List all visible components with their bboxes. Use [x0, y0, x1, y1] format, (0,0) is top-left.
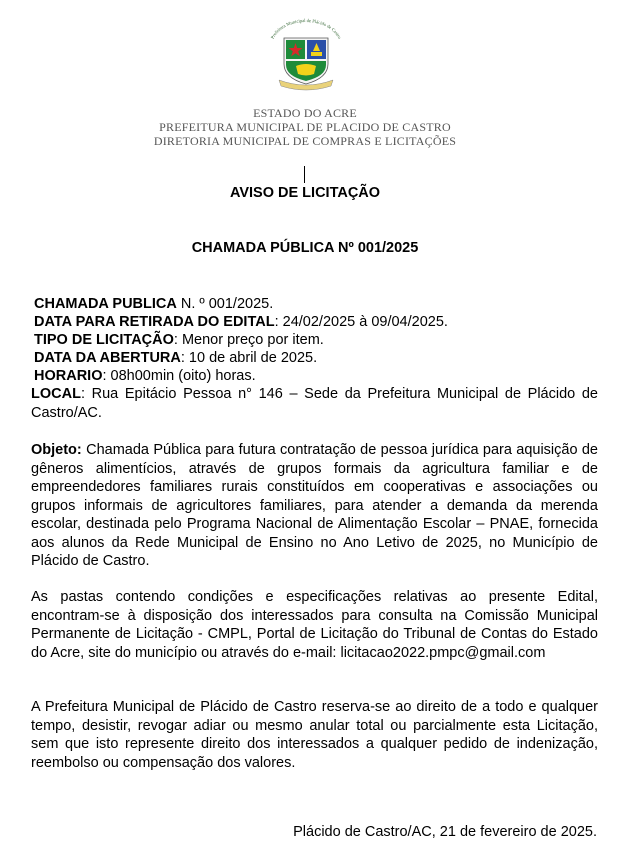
detail-tipo	[34, 331, 324, 349]
detail-data-abertura	[34, 349, 317, 367]
header-state: ESTADO DO ACRE	[253, 106, 357, 120]
detail-chamada	[34, 295, 273, 313]
detail-value: : Menor preço por item.	[173, 332, 324, 348]
reserva-paragraph: A Prefeitura Municipal de Plácido de Castro reserva-se ao direito de a todo e qualquer tempo, desistir, revogar adiar ou mesmo anular total ou parcialmente esta Licitação, sem que isto represente direito dos interessados a qualquer pedido de indenização, reembolso ou compensação dos valores.	[31, 699, 598, 771]
objeto-paragraph	[31, 441, 598, 571]
header-prefeitura: PREFEITURA MUNICIPAL DE PLACIDO DE CASTRO	[159, 120, 451, 134]
detail-data-retirada	[34, 313, 448, 331]
page-subtitle: CHAMADA PÚBLICA Nº 001/2025	[191, 240, 419, 256]
detail-label: CHAMADA PUBLICA	[34, 296, 177, 312]
local-paragraph	[31, 385, 598, 422]
detail-value: N. º 001/2025.	[176, 296, 274, 312]
pastas-paragraph: As pastas contendo condições e especificações relativas ao presente Edital, encontram-se à disposição dos interessados para consulta na Comissão Municipal Permanente de Licitação - CMPL, Portal de Licitação do Tribunal de Contas do Estado do Acre, site do município ou através do e-mail: licitacao2022.pmpc@gmail.com	[31, 589, 598, 661]
municipal-seal	[263, 16, 349, 92]
seal-ring-text: Prefeitura Municipal de Plácido de Castro	[269, 17, 343, 40]
page-title: AVISO DE LICITAÇÃO	[229, 185, 381, 201]
detail-value: : 08h00min (oito) horas.	[102, 368, 256, 384]
detail-horario	[34, 367, 256, 385]
detail-value: : 10 de abril de 2025.	[180, 350, 318, 366]
header-diretoria: DIRETORIA MUNICIPAL DE COMPRAS E LICITAÇÕES	[153, 134, 457, 148]
detail-label: DATA PARA RETIRADA DO EDITAL	[34, 314, 275, 330]
detail-label: TIPO DE LICITAÇÃO	[34, 332, 174, 348]
local-value: : Rua Epitácio Pessoa n° 146 – Sede da Prefeitura Municipal de Plácido de Castro/AC.	[31, 386, 598, 421]
detail-label: HORARIO	[34, 368, 103, 384]
detail-value: : 24/02/2025 à 09/04/2025.	[274, 314, 448, 330]
detail-label: DATA DA ABERTURA	[34, 350, 181, 366]
objeto-label: Objeto:	[31, 442, 82, 458]
text-cursor	[304, 166, 305, 183]
objeto-text: Chamada Pública para futura contratação de pessoa jurídica para aquisição de gêneros alimentícios, através de grupos formais da agricultura familiar e de empreendedores familiares rurais constituídos em cooperativas e associações ou grupos informais de agricultores familiares, para atender a demanda da merenda escolar, destinada pelo Programa Nacional de Alimentação Escolar – PNAE, fornecida aos alunos da Rede Municipal de Ensino no Ano Letivo de 2025, no Município de Plácido de Castro.	[31, 442, 598, 569]
local-label: LOCAL	[31, 386, 81, 402]
signature-line: Plácido de Castro/AC, 21 de fevereiro de 2025.	[293, 824, 597, 840]
